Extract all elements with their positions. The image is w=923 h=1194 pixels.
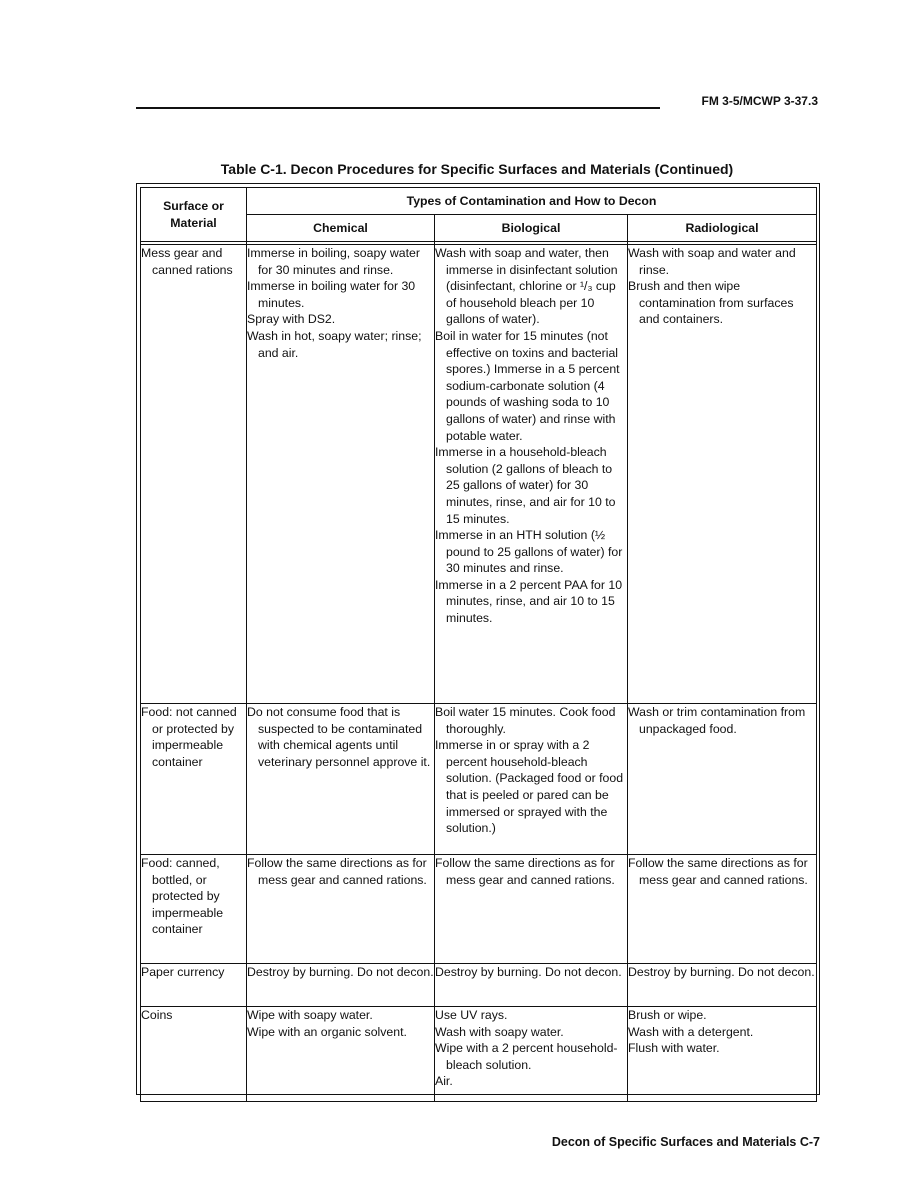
- radiological-instruction: Brush or wipe.: [628, 1008, 707, 1022]
- surface-cell: [141, 1007, 247, 1102]
- page-footer: Decon of Specific Surfaces and Materials C-7: [551, 1135, 820, 1149]
- header-rule: [136, 107, 660, 109]
- biological-instruction: Wipe with a 2 percent household-bleach solution.: [435, 1041, 618, 1072]
- document-id: FM 3-5/MCWP 3-37.3: [701, 94, 818, 108]
- biological-instruction: Destroy by burning. Do not decon.: [435, 965, 622, 979]
- biological-instruction: Wash with soapy water.: [435, 1024, 564, 1039]
- biological-cell: [435, 704, 628, 855]
- table-row: [141, 964, 817, 1007]
- radiological-instruction: Destroy by burning. Do not decon.: [628, 965, 815, 979]
- chemical-instruction: Wipe with soapy water.: [247, 1008, 373, 1022]
- radiological-cell: [628, 855, 817, 964]
- header-contamination-types: Types of Contamination and How to Decon: [247, 188, 817, 215]
- table-row: [141, 1007, 817, 1102]
- biological-instruction: Boil in water for 15 minutes (not effective on toxins and bacterial spores.) Immerse in a 5 percent sodium-carbonate solution (4 pounds of washing soda to 10 gallons of water) and rinse with potable water.: [435, 328, 620, 443]
- chemical-cell: [247, 1007, 435, 1102]
- chemical-instruction: Follow the same directions as for mess gear and canned rations.: [247, 856, 427, 887]
- surface-cell: [141, 704, 247, 855]
- biological-cell: [435, 855, 628, 964]
- radiological-instruction: Wash with soap and water and rinse.: [628, 246, 796, 277]
- surface-text: Mess gear and canned rations: [141, 246, 233, 277]
- chemical-cell: [247, 245, 435, 704]
- biological-instruction: Wash with soap and water, then immerse in disinfectant solution (disinfectant, chlorine or ¹/₃ cup of household bleach per 10 gallons of water).: [435, 246, 618, 327]
- table-row: [141, 704, 817, 855]
- radiological-cell: [628, 964, 817, 1007]
- chemical-instruction: Immerse in boiling, soapy water for 30 minutes and rinse.: [247, 246, 420, 277]
- biological-instruction: Immerse in an HTH solution (½ pound to 25 gallons of water) for 30 minutes and rinse.: [435, 528, 623, 576]
- radiological-cell: [628, 245, 817, 704]
- table-title: Table C-1. Decon Procedures for Specific Surfaces and Materials (Continued): [220, 161, 734, 177]
- biological-instruction: Follow the same directions as for mess gear and canned rations.: [435, 856, 615, 887]
- chemical-cell: [247, 704, 435, 855]
- table-row: [141, 855, 817, 964]
- surface-cell: [141, 855, 247, 964]
- radiological-cell: [628, 1007, 817, 1102]
- radiological-instruction: Wash or trim contamination from unpackaged food.: [628, 705, 806, 736]
- chemical-instruction: Wipe with an organic solvent.: [247, 1024, 407, 1039]
- biological-instruction: Use UV rays.: [435, 1008, 508, 1022]
- decon-table: [140, 187, 817, 1102]
- chemical-instruction: Do not consume food that is suspected to be contaminated with chemical agents until veterinary personnel approve it.: [247, 705, 431, 769]
- biological-cell: [435, 245, 628, 704]
- header-radiological: Radiological: [628, 215, 817, 242]
- chemical-instruction: Spray with DS2.: [247, 312, 336, 327]
- chemical-instruction: Destroy by burning. Do not decon.: [247, 965, 434, 979]
- biological-cell: [435, 1007, 628, 1102]
- biological-instruction: Immerse in a household-bleach solution (2 gallons of bleach to 25 gallons of water) for 30 minutes, rinse, and air for 10 to 15 minutes.: [435, 445, 616, 526]
- biological-instruction: Boil water 15 minutes. Cook food thoroughly.: [435, 705, 616, 736]
- surface-text: Paper currency: [141, 965, 225, 979]
- surface-text: Food: canned, bottled, or protected by impermeable container: [141, 856, 224, 937]
- chemical-cell: [247, 964, 435, 1007]
- radiological-instruction: Follow the same directions as for mess gear and canned rations.: [628, 856, 808, 887]
- header-biological: Biological: [435, 215, 628, 242]
- biological-instruction: Immerse in a 2 percent PAA for 10 minutes, rinse, and air 10 to 15 minutes.: [435, 577, 623, 626]
- chemical-instruction: Wash in hot, soapy water; rinse; and air.: [247, 328, 422, 360]
- chemical-instruction: Immerse in boiling water for 30 minutes.: [247, 279, 416, 310]
- surface-cell: [141, 964, 247, 1007]
- radiological-instruction: Flush with water.: [628, 1041, 720, 1056]
- radiological-instruction: Wash with a detergent.: [628, 1024, 754, 1039]
- radiological-instruction: Brush and then wipe contamination from surfaces and containers.: [628, 279, 794, 327]
- surface-cell: [141, 245, 247, 704]
- biological-instruction: Immerse in or spray with a 2 percent household-bleach solution. (Packaged food or food that is peeled or pared can be immersed or sprayed with the solution.): [435, 738, 624, 836]
- chemical-cell: [247, 855, 435, 964]
- radiological-cell: [628, 704, 817, 855]
- biological-cell: [435, 964, 628, 1007]
- header-chemical: Chemical: [247, 215, 435, 242]
- surface-text: Food: not canned or protected by impermeable container: [141, 705, 237, 769]
- biological-instruction: Air.: [435, 1074, 453, 1089]
- surface-text: Coins: [141, 1008, 173, 1022]
- header-surface: Surface or Material: [141, 188, 247, 242]
- table-row: [141, 245, 817, 704]
